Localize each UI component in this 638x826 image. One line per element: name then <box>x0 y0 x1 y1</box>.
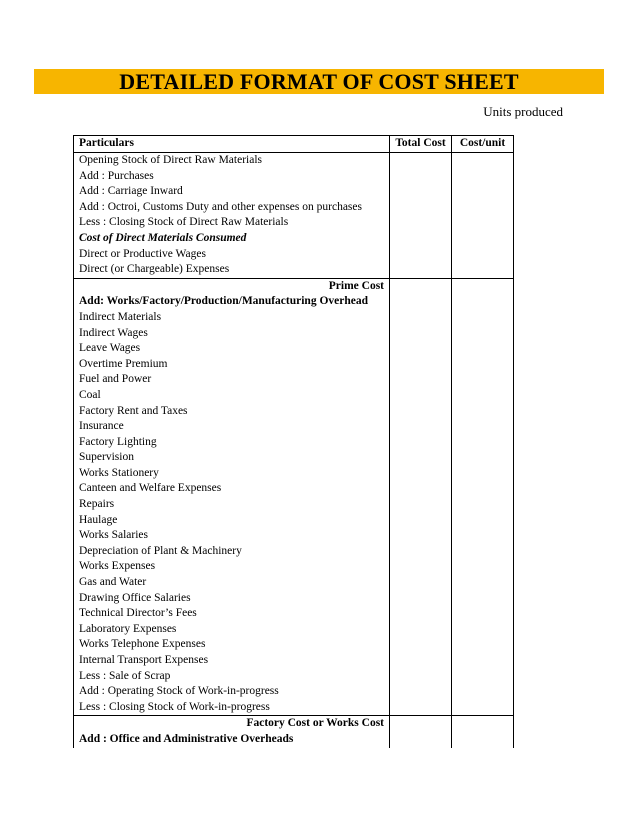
cost-per-unit-cell <box>452 404 514 420</box>
cost-per-unit-cell <box>452 528 514 544</box>
cost-per-unit-cell <box>452 622 514 638</box>
particular-label: Laboratory Expenses <box>74 622 390 638</box>
total-cost-cell <box>390 700 452 716</box>
cost-per-unit-cell <box>452 653 514 669</box>
particular-label: Add : Octroi, Customs Duty and other expenses on purchases <box>74 200 390 216</box>
particular-label: Cost of Direct Materials Consumed <box>74 231 390 247</box>
cost-per-unit-cell <box>452 450 514 466</box>
particular-label: Insurance <box>74 419 390 435</box>
particular-label: Coal <box>74 388 390 404</box>
total-cost-cell <box>390 528 452 544</box>
cost-per-unit-cell <box>452 153 514 169</box>
table-row <box>74 669 514 685</box>
cost-per-unit-cell <box>452 341 514 357</box>
particular-label: Add : Carriage Inward <box>74 184 390 200</box>
table-row <box>74 388 514 404</box>
cost-per-unit-cell <box>452 513 514 529</box>
particular-label: Works Salaries <box>74 528 390 544</box>
table-row <box>74 215 514 231</box>
particular-label: Direct (or Chargeable) Expenses <box>74 262 390 278</box>
table-row <box>74 184 514 200</box>
total-cost-cell <box>390 357 452 373</box>
total-cost-cell <box>390 669 452 685</box>
total-cost-cell <box>390 513 452 529</box>
table-row <box>74 247 514 263</box>
table-row <box>74 450 514 466</box>
particular-label: Technical Director’s Fees <box>74 606 390 622</box>
total-cost-cell <box>390 684 452 700</box>
total-cost-cell <box>390 200 452 216</box>
particular-label: Repairs <box>74 497 390 513</box>
subtotal-label: Prime Cost <box>74 278 390 294</box>
header-particulars: Particulars <box>74 136 390 153</box>
total-cost-cell <box>390 606 452 622</box>
cost-per-unit-cell <box>452 559 514 575</box>
particular-label: Overtime Premium <box>74 357 390 373</box>
table-row <box>74 622 514 638</box>
table-row <box>74 637 514 653</box>
total-cost-cell <box>390 481 452 497</box>
particular-label: Add: Works/Factory/Production/Manufacturing Overhead <box>74 294 390 310</box>
total-cost-cell <box>390 404 452 420</box>
particular-label: Direct or Productive Wages <box>74 247 390 263</box>
total-cost-cell <box>390 388 452 404</box>
total-cost-cell <box>390 591 452 607</box>
cost-per-unit-cell <box>452 294 514 310</box>
table-row <box>74 575 514 591</box>
particular-label: Opening Stock of Direct Raw Materials <box>74 153 390 169</box>
total-cost-cell <box>390 247 452 263</box>
cost-per-unit-cell <box>452 497 514 513</box>
total-cost-cell <box>390 262 452 278</box>
table-body <box>74 153 514 748</box>
table-row <box>74 653 514 669</box>
table-row <box>74 544 514 560</box>
total-cost-cell <box>390 732 452 748</box>
cost-per-unit-cell <box>452 372 514 388</box>
cost-per-unit-cell <box>452 575 514 591</box>
page-title: DETAILED FORMAT OF COST SHEET <box>119 69 519 94</box>
cost-per-unit-cell <box>452 262 514 278</box>
particular-label: Factory Lighting <box>74 435 390 451</box>
table-row <box>74 466 514 482</box>
cost-per-unit-cell <box>452 169 514 185</box>
table-row <box>74 559 514 575</box>
table-row <box>74 435 514 451</box>
total-cost-cell <box>390 435 452 451</box>
particular-label: Less : Closing Stock of Work-in-progress <box>74 700 390 716</box>
cost-per-unit-cell <box>452 606 514 622</box>
particular-label: Add : Office and Administrative Overheads <box>74 732 390 748</box>
cost-per-unit-cell <box>452 247 514 263</box>
cost-per-unit-cell <box>452 637 514 653</box>
cost-per-unit-cell <box>452 481 514 497</box>
table-row <box>74 310 514 326</box>
cost-per-unit-cell <box>452 700 514 716</box>
total-cost-cell <box>390 215 452 231</box>
table-row <box>74 513 514 529</box>
cost-per-unit-cell <box>452 684 514 700</box>
total-cost-cell <box>390 575 452 591</box>
table-row <box>74 372 514 388</box>
total-cost-cell <box>390 294 452 310</box>
cost-per-unit-cell <box>452 591 514 607</box>
table-row <box>74 528 514 544</box>
total-cost-cell <box>390 419 452 435</box>
table-row <box>74 481 514 497</box>
particular-label: Less : Closing Stock of Direct Raw Materials <box>74 215 390 231</box>
cost-per-unit-cell <box>452 419 514 435</box>
total-cost-cell <box>390 169 452 185</box>
header-total-cost: Total Cost <box>390 136 452 153</box>
total-cost-cell <box>390 544 452 560</box>
cost-per-unit-cell <box>452 732 514 748</box>
total-cost-cell <box>390 716 452 732</box>
total-cost-cell <box>390 184 452 200</box>
cost-sheet-table <box>73 135 514 748</box>
table-row <box>74 200 514 216</box>
table-row <box>74 700 514 716</box>
subtotal-label: Factory Cost or Works Cost <box>74 716 390 732</box>
header-cost-per-unit: Cost/unit <box>452 136 514 153</box>
particular-label: Indirect Wages <box>74 326 390 342</box>
particular-label: Works Telephone Expenses <box>74 637 390 653</box>
particular-label: Indirect Materials <box>74 310 390 326</box>
total-cost-cell <box>390 497 452 513</box>
particular-label: Add : Operating Stock of Work-in-progress <box>74 684 390 700</box>
table-row <box>74 591 514 607</box>
table-row <box>74 153 514 169</box>
particular-label: Internal Transport Expenses <box>74 653 390 669</box>
units-produced-label: Units produced <box>483 104 563 119</box>
cost-per-unit-cell <box>452 388 514 404</box>
cost-per-unit-cell <box>452 200 514 216</box>
table-row <box>74 326 514 342</box>
cost-per-unit-cell <box>452 278 514 294</box>
cost-per-unit-cell <box>452 184 514 200</box>
cost-per-unit-cell <box>452 231 514 247</box>
table-row <box>74 404 514 420</box>
table-row <box>74 169 514 185</box>
particular-label: Depreciation of Plant & Machinery <box>74 544 390 560</box>
total-cost-cell <box>390 653 452 669</box>
table-row <box>74 497 514 513</box>
particular-label: Canteen and Welfare Expenses <box>74 481 390 497</box>
particular-label: Haulage <box>74 513 390 529</box>
table-row <box>74 262 514 278</box>
cost-per-unit-cell <box>452 215 514 231</box>
table-row <box>74 606 514 622</box>
table-row <box>74 231 514 247</box>
total-cost-cell <box>390 622 452 638</box>
total-cost-cell <box>390 637 452 653</box>
title-banner <box>34 69 604 94</box>
total-cost-cell <box>390 231 452 247</box>
particular-label: Supervision <box>74 450 390 466</box>
total-cost-cell <box>390 326 452 342</box>
particular-label: Fuel and Power <box>74 372 390 388</box>
particular-label: Factory Rent and Taxes <box>74 404 390 420</box>
table-row <box>74 716 514 732</box>
cost-per-unit-cell <box>452 435 514 451</box>
table-row <box>74 419 514 435</box>
table-row <box>74 294 514 310</box>
particular-label: Works Stationery <box>74 466 390 482</box>
cost-per-unit-cell <box>452 326 514 342</box>
total-cost-cell <box>390 450 452 466</box>
particular-label: Gas and Water <box>74 575 390 591</box>
total-cost-cell <box>390 466 452 482</box>
cost-per-unit-cell <box>452 669 514 685</box>
total-cost-cell <box>390 310 452 326</box>
table-row <box>74 278 514 294</box>
total-cost-cell <box>390 153 452 169</box>
particular-label: Leave Wages <box>74 341 390 357</box>
cost-per-unit-cell <box>452 310 514 326</box>
total-cost-cell <box>390 278 452 294</box>
particular-label: Drawing Office Salaries <box>74 591 390 607</box>
cost-per-unit-cell <box>452 716 514 732</box>
total-cost-cell <box>390 559 452 575</box>
cost-per-unit-cell <box>452 544 514 560</box>
table-header-row <box>74 136 514 153</box>
cost-per-unit-cell <box>452 357 514 373</box>
total-cost-cell <box>390 341 452 357</box>
particular-label: Works Expenses <box>74 559 390 575</box>
particular-label: Less : Sale of Scrap <box>74 669 390 685</box>
table-row <box>74 341 514 357</box>
total-cost-cell <box>390 372 452 388</box>
particular-label: Add : Purchases <box>74 169 390 185</box>
cost-per-unit-cell <box>452 466 514 482</box>
table-row <box>74 684 514 700</box>
table-row <box>74 357 514 373</box>
table-row <box>74 732 514 748</box>
